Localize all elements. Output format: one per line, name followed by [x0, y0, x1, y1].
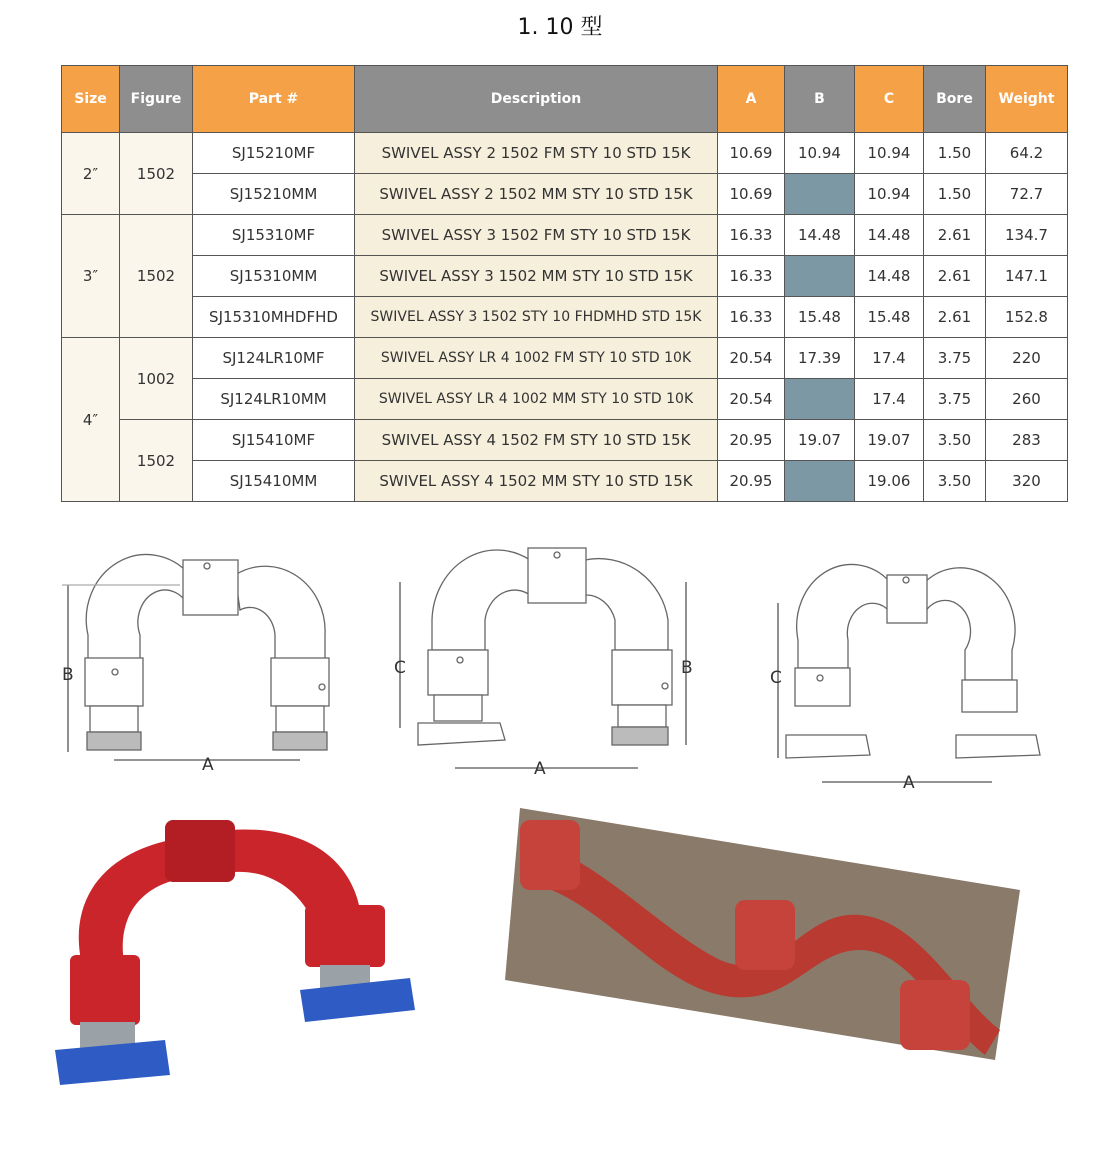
weight-cell: 134.7 [986, 215, 1068, 256]
drawing-swivel-ff [778, 564, 1040, 782]
size-cell: 3″ [62, 215, 120, 338]
a-cell: 20.54 [718, 338, 785, 379]
drawing-label-a: A [534, 759, 546, 779]
size-cell: 2″ [62, 133, 120, 215]
table-row [62, 461, 1068, 502]
header-a: A [718, 66, 785, 133]
header-bore: Bore [924, 66, 986, 133]
description-cell: SWIVEL ASSY 4 1502 FM STY 10 STD 15K [355, 420, 718, 461]
weight-cell: 220 [986, 338, 1068, 379]
table-row [62, 215, 1068, 256]
bore-cell: 1.50 [924, 133, 986, 174]
description-cell: SWIVEL ASSY LR 4 1002 MM STY 10 STD 10K [355, 379, 718, 420]
header-c: C [855, 66, 924, 133]
table-row [62, 297, 1068, 338]
bore-cell: 3.75 [924, 379, 986, 420]
description-cell: SWIVEL ASSY 4 1502 MM STY 10 STD 15K [355, 461, 718, 502]
weight-cell: 152.8 [986, 297, 1068, 338]
table-row [62, 174, 1068, 215]
part-cell: SJ15410MF [193, 420, 355, 461]
c-cell: 17.4 [855, 379, 924, 420]
description-cell: SWIVEL ASSY LR 4 1002 FM STY 10 STD 10K [355, 338, 718, 379]
bore-cell: 1.50 [924, 174, 986, 215]
weight-cell: 64.2 [986, 133, 1068, 174]
weight-cell: 72.7 [986, 174, 1068, 215]
bore-cell: 2.61 [924, 215, 986, 256]
header-description: Description [355, 66, 718, 133]
header-part: Part # [193, 66, 355, 133]
bore-cell: 3.50 [924, 461, 986, 502]
c-cell: 17.4 [855, 338, 924, 379]
a-cell: 16.33 [718, 256, 785, 297]
a-cell: 10.69 [718, 174, 785, 215]
header-b: B [785, 66, 855, 133]
part-cell: SJ124LR10MF [193, 338, 355, 379]
figure-cell: 1502 [120, 215, 193, 338]
b-cell: 17.39 [785, 338, 855, 379]
bore-cell: 2.61 [924, 256, 986, 297]
description-cell: SWIVEL ASSY 3 1502 MM STY 10 STD 15K [355, 256, 718, 297]
c-cell: 15.48 [855, 297, 924, 338]
weight-cell: 320 [986, 461, 1068, 502]
spec-table [61, 65, 1068, 502]
bore-cell: 2.61 [924, 297, 986, 338]
header-row [62, 66, 1068, 133]
swivel-in-box-photo [505, 808, 1020, 1060]
drawing-swivel-mm [62, 555, 329, 760]
b-cell-empty [785, 174, 855, 215]
part-cell: SJ15410MM [193, 461, 355, 502]
drawing-label-a: A [202, 755, 214, 775]
b-cell: 19.07 [785, 420, 855, 461]
c-cell: 14.48 [855, 256, 924, 297]
c-cell: 10.94 [855, 174, 924, 215]
part-cell: SJ15210MM [193, 174, 355, 215]
weight-cell: 260 [986, 379, 1068, 420]
part-cell: SJ124LR10MM [193, 379, 355, 420]
drawing-label-c: C [770, 668, 782, 688]
part-cell: SJ15310MHDFHD [193, 297, 355, 338]
figure-cell: 1502 [120, 420, 193, 502]
a-cell: 16.33 [718, 297, 785, 338]
c-cell: 14.48 [855, 215, 924, 256]
page-title: 1. 10 型 [517, 15, 603, 40]
drawing-label-b: B [62, 665, 74, 685]
c-cell: 19.06 [855, 461, 924, 502]
bore-cell: 3.50 [924, 420, 986, 461]
header-figure: Figure [120, 66, 193, 133]
b-cell-empty [785, 379, 855, 420]
a-cell: 20.54 [718, 379, 785, 420]
b-cell: 10.94 [785, 133, 855, 174]
table-row [62, 256, 1068, 297]
b-cell-empty [785, 256, 855, 297]
dimension-drawings [0, 540, 1120, 800]
figure-cell: 1002 [120, 338, 193, 420]
drawing-label-c: C [394, 658, 406, 678]
table-row [62, 420, 1068, 461]
description-cell: SWIVEL ASSY 2 1502 FM STY 10 STD 15K [355, 133, 718, 174]
part-cell: SJ15210MF [193, 133, 355, 174]
drawing-swivel-fm [400, 548, 686, 768]
header-weight: Weight [986, 66, 1068, 133]
product-photos [0, 800, 1120, 1100]
a-cell: 10.69 [718, 133, 785, 174]
description-cell: SWIVEL ASSY 2 1502 MM STY 10 STD 15K [355, 174, 718, 215]
part-cell: SJ15310MF [193, 215, 355, 256]
size-cell: 4″ [62, 338, 120, 502]
table-row [62, 338, 1068, 379]
table-row [62, 379, 1068, 420]
b-cell: 14.48 [785, 215, 855, 256]
b-cell: 15.48 [785, 297, 855, 338]
drawing-label-a: A [903, 773, 915, 793]
description-cell: SWIVEL ASSY 3 1502 FM STY 10 STD 15K [355, 215, 718, 256]
a-cell: 20.95 [718, 420, 785, 461]
a-cell: 16.33 [718, 215, 785, 256]
header-size: Size [62, 66, 120, 133]
c-cell: 19.07 [855, 420, 924, 461]
part-cell: SJ15310MM [193, 256, 355, 297]
bore-cell: 3.75 [924, 338, 986, 379]
c-cell: 10.94 [855, 133, 924, 174]
figure-cell: 1502 [120, 133, 193, 215]
b-cell-empty [785, 461, 855, 502]
weight-cell: 283 [986, 420, 1068, 461]
description-cell: SWIVEL ASSY 3 1502 STY 10 FHDMHD STD 15K [355, 297, 718, 338]
a-cell: 20.95 [718, 461, 785, 502]
swivel-render-image [55, 820, 415, 1085]
table-row [62, 133, 1068, 174]
weight-cell: 147.1 [986, 256, 1068, 297]
drawing-label-b: B [681, 658, 693, 678]
